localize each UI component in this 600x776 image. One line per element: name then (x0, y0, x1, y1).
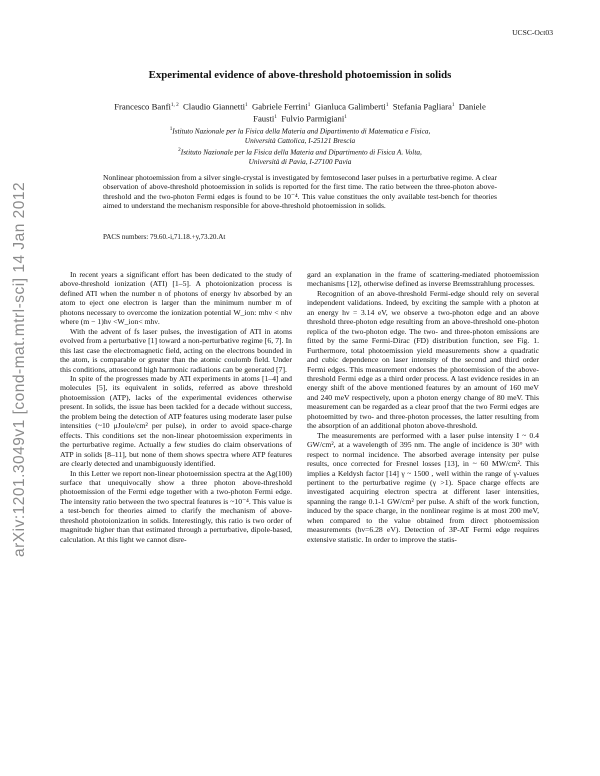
author-name: Daniele Fausti (253, 101, 486, 124)
affiliation-mark: 1 (245, 102, 248, 108)
affiliation-1 (90, 125, 510, 145)
body-paragraph: Recognition of an above-threshold Fermi-edge should rely on several independent validations. Indeed, by exciting the sample with a photon at an energy hν = 3.14 eV, we observe a two-photon edge and an above threshold three-photon edge resulting from an above-threshold one-photon replica of the two-photon edge. The two- and three-photon emissions are fitted by the same Fermi-Dirac (FD) distribution function, see Fig. 1. Furthermore, total photoemission yield measurements show a quadratic and cubic dependence on laser intensity of the second and third order Fermi edges. This measurement endorses the photoemission of the above-threshold Fermi edge as a third order process. A last evidence resides in an energy shift of the above mentioned features by an amount of 160 meV and 240 meV respectively, upon a photon energy change of 80 meV. This measurement can be regarded as a clear proof that the two Fermi edges are photoemitted by two- and three-photon processes, the latter resulting from the absorption of an additional photon above-threshold. (307, 288, 539, 431)
affiliation-mark: 2 (178, 147, 181, 153)
left-column (60, 270, 292, 544)
affiliation-mark: 1 (274, 114, 277, 121)
affiliation-2 (90, 146, 510, 166)
author-name: Gianluca Galimberti (314, 101, 386, 112)
abstract: Nonlinear photoemission from a silver single-crystal is investigated by femtosecond laser pulses in a perturbative regime. A clear observation of above-threshold photoemission in solids is reported for the first time. The ratio between the three-photon above-threshold and the two-photon Fermi edges is found to be 10⁻⁴. This value constitues the only available test-bench for theories aimed to understand the mechanism responsible for above-threshold photoemission in solids. (103, 173, 497, 211)
affiliation-mark: 1, 2 (170, 102, 179, 108)
body-paragraph: In spite of the progresses made by ATI experiments in atoms [1–4] and molecules [5], its equivalent in solids, referred as above threshold photoemission (ATP), lacks of the experimental evidences otherwise present. In solids, the issue has been tackled for a decade without success, the problem being the detection of ATP features using moderate laser pulse intensities (~10 μJoule/cm² per pulse), in order to avoid space-charge effects. This conditions set the non-linear photoemission experiments in the perturbative regime. Actually a few studies do claim observations of ATP in solids [8–11], but none of them shows spectra where ATP features are clearly detected and unambiguously identified. (60, 373, 292, 469)
body-paragraph: The measurements are performed with a laser pulse intensity I ~ 0.4 GW/cm², at a wavelength of 395 nm. The angle of incidence is 30° with respect to normal incidence. The absorbed average intensity per pulse results, once corrected for Fresnel losses [13], in ~ 60 MW/cm². This implies a Keldysh factor [14] γ ~ 1500 , well within the range of γ-values pertinent to the perturbative regime (γ >1). Space charge effects are investigated acquiring electron spectra at different laser intensities, spanning the range 0.1-1 GW/cm² per pulse. A shift of the work function, induced by the space charge, in the nonlinear regime is at most 200 meV, when compared to the value obtained from direct photoemission measurements (hν=6.28 eV). Detection of 3P-AT Fermi edge requires extensive statistic. In order to improve the statis- (307, 430, 539, 544)
affiliation-line: Istituto Nazionale per la Fisica della Materia and Dipartimento di Fisica A. Volta, (180, 147, 422, 157)
affiliation-mark: 1 (385, 102, 389, 108)
report-number: UCSC-Oct03 (512, 28, 553, 37)
body-paragraph: gard an explanation in the frame of scattering-mediated photoemission mechanisms [12], otherwise defined as inverse Bremsstrahlung processes. (307, 270, 539, 289)
affiliation-mark: 1 (169, 126, 173, 132)
right-column (307, 270, 539, 544)
body-paragraph: With the advent of fs laser pulses, the investigation of ATI in atoms evolved from a perturbative [1] toward a non-perturbative regime [6, 7]. In this last case the electromagnetic field, acting on the electrons bounded in the atom, is comparable or greater than the atomic coulomb field. Under this conditions, attosecond high harmonic radiations can be generated [7]. (60, 326, 292, 374)
affiliation-mark: 1 (344, 114, 347, 121)
author-list (110, 100, 490, 124)
author-name: Claudio Giannetti (183, 101, 246, 112)
affiliation-line: Istituto Nazionale per la Fisica della Materia and Dipartimento di Matematica e Fisica, (172, 126, 431, 136)
author-name: Francesco Banfi (114, 101, 171, 112)
paper-title: Experimental evidence of above-threshold photoemission in solids (148, 69, 452, 81)
author-name: Gabriele Ferrini (251, 101, 308, 112)
pacs-numbers: PACS numbers: 79.60.-i,71.18.+y,73.20.At (103, 233, 226, 241)
body-paragraph: In this Letter we report non-linear photoemission spectra at the Ag(100) surface that unequivocally show a three photon above-threshold photoemission of the Fermi edge together with a two-photon Fermi edge. The intensity ratio between the two spectral features is ~10⁻⁴. This value is a test-bench for theories aimed to clarify the mechanism of above-threshold photoionization in solids. Interestingly, this ratio is two order of magnitude higher than that estimated through a perturbative, dipole-based, calculation. At this light we cannot disre- (60, 468, 292, 544)
author-name: Fulvio Parmigiani (281, 113, 345, 124)
affiliation-line: Università di Pavia, I-27100 Pavia (248, 156, 352, 166)
affiliation-mark: 1 (451, 102, 455, 108)
affiliation-mark: 1 (307, 102, 311, 108)
arxiv-identifier-stamp: arXiv:1201.3049v1 [cond-mat.mtrl-sci] 14 Jan 2012 (11, 181, 28, 557)
body-paragraph: In recent years a significant effort has been dedicated to the study of above-threshold ionization (ATI) [1–5]. A photoionization process is defined ATI when the number n of photons of energy hν absorbed by an atom to eject one electron is larger than the minimum number m of photons necessary to overcome the ionization potential W_ion: mhν < nhν where (m − 1)hν <W_ion< mhν. (60, 270, 292, 327)
author-name: Stefania Pagliara (392, 101, 452, 112)
affiliation-line: Università Cattolica, I-25121 Brescia (244, 135, 356, 145)
